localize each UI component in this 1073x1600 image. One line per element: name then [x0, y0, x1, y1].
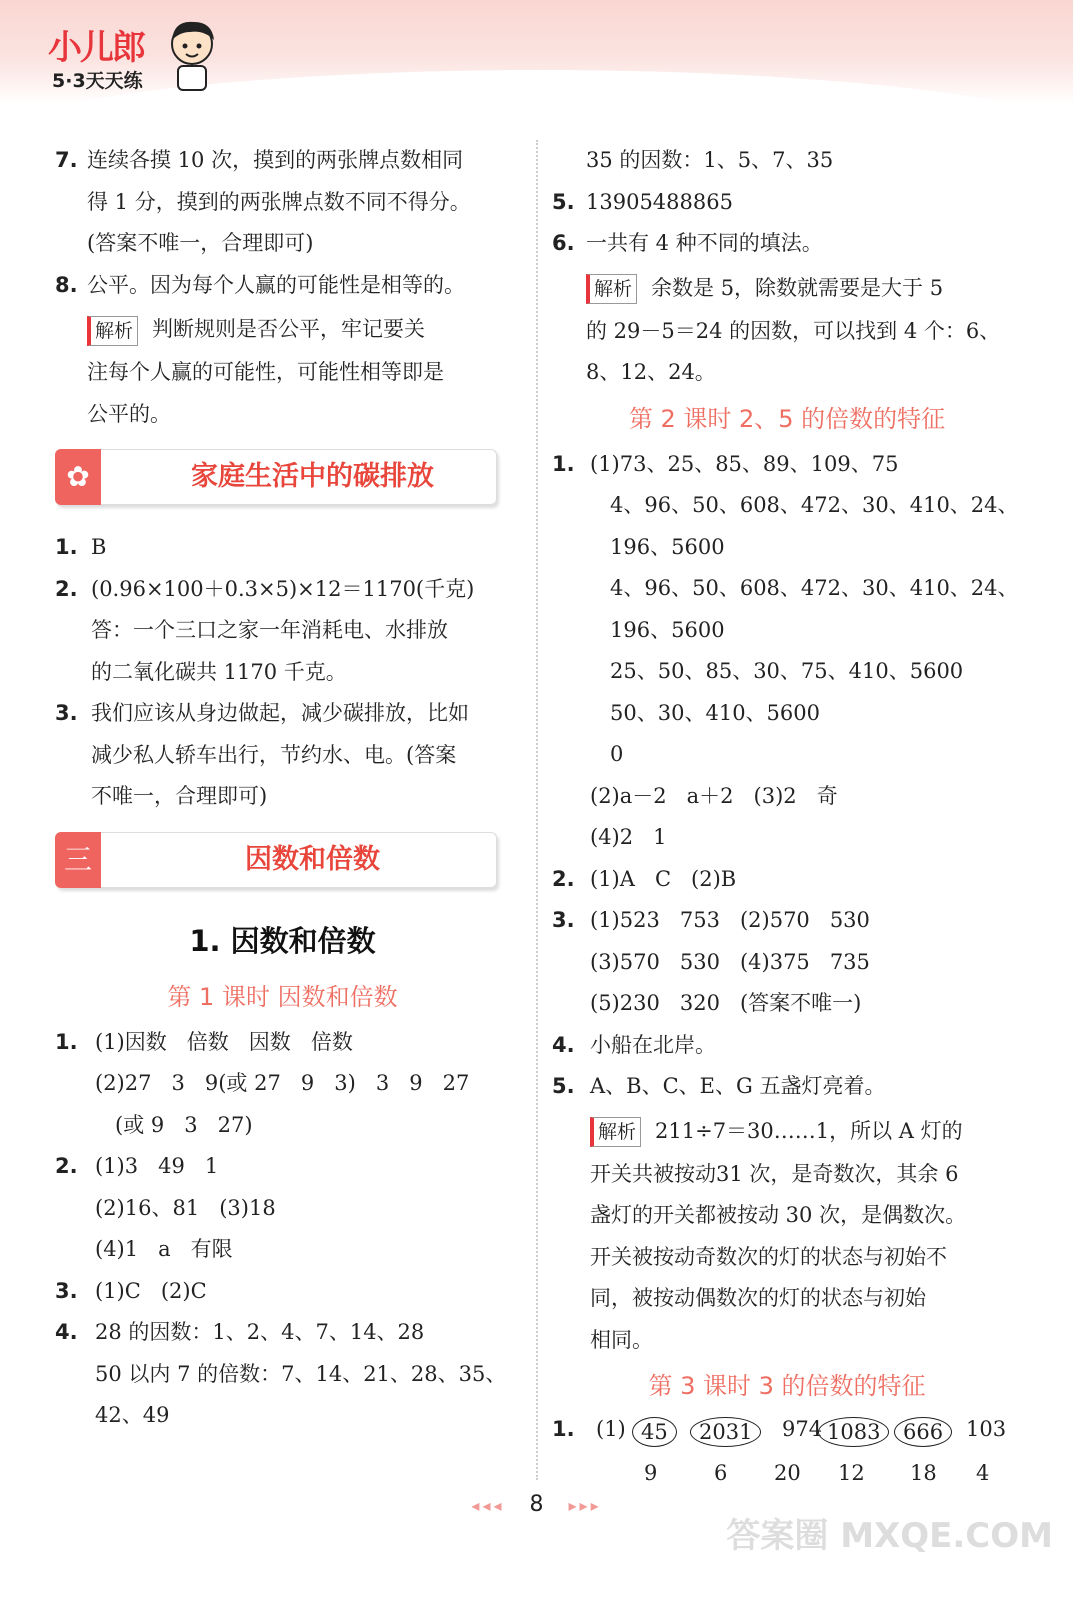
digit-sum-row: 9 6 20 12 18 4 [644, 1461, 990, 1485]
page-number: 8 [529, 1492, 544, 1517]
circled-number: 1083 [818, 1417, 889, 1447]
analysis-tag: 解析 [87, 316, 138, 346]
watermark: 答案圈 MXQE.COM [726, 1516, 1053, 1556]
number-row [632, 1417, 1022, 1451]
page-header [0, 0, 1073, 105]
carbon-answers: 1. B 2. (0.96×100＋0.3×5)×12＝1170(千克) 答：一个三口之家一年消耗电、水排放 的二氧化碳共 1170 千克。 3. 我们应该从身边做起，减少碳排放，比如 减少私人轿车出行，节约水、电。(答案 不唯一，合理即可) [55, 535, 475, 808]
left-column [55, 140, 510, 1437]
question-6: 6. 一共有 4 种不同的填法。 解析 余数是 5，除数就需要是大于 5 的 29－5＝24 的因数，可以找到 4 个：6、 8、12、24。 [552, 231, 1001, 384]
section-banner-carbon: ✿ 家庭生活中的碳排放 [55, 449, 510, 507]
mascot-icon [160, 14, 224, 94]
right-column [552, 140, 1022, 1501]
lesson-1-answers: 1. (1)因数 倍数 因数 倍数 (2)27 3 9(或 27 9 3) 3 9 27 (或 9 3 27) 2. (1)3 49 1 (2)16、81 (3)18 (4)1 a 有限 3. (1)C (2)C 4. 28 的因数：1、2、4、7、14、28 50 以内 7 的倍数：7、14、21、28、35、 42、49 [55, 1029, 507, 1427]
lesson-2-answers: 1. (1)73、25、85、89、109、75 4、96、50、608、472、30、410、24、 196、5600 4、96、50、608、472、30、410、24、 196、5600 25、50、85、30、75、410、5600 50、30、410、5600 0 (2)a－2 a＋2 (3)2 奇 (4)2 1 2. (1)A C (2)B 3. (1)523 753 (2)570 530 (3)570 530 (4)375 735 (5)230 320 (答案不唯一) 4. 小船在北岸。 5. A、B、C、E、G 五盏灯亮着。 解析 211÷7＝30……1，所以 A 灯的 开关共被按动31 次，是奇数次，其余 6 盏灯的开关都被按动 30 次，是偶数次。 开关被按动奇数次的灯的状态与初始不 同，被按动偶数次的灯的状态与初始 相同。 [552, 451, 1019, 1352]
brand-subtitle: 5·3天天练 [52, 70, 143, 92]
analysis-tag: 解析 [590, 1117, 641, 1147]
circled-number: 45 [632, 1417, 677, 1447]
question-5: 5. 13905488865 [552, 189, 733, 214]
number: 103 [966, 1417, 1007, 1441]
lesson-2-title: 第 2 课时 2、5 的倍数的特征 [628, 404, 946, 433]
section-title: 1. 因数和倍数 [189, 923, 376, 958]
continued-line: 35 的因数：1、5、7、35 [586, 148, 834, 172]
lesson-1-title: 第 1 课时 因数和倍数 [167, 982, 398, 1011]
circled-number: 666 [894, 1417, 952, 1447]
column-divider [536, 140, 538, 1480]
circled-number: 2031 [690, 1417, 761, 1447]
analysis-tag: 解析 [586, 274, 637, 304]
lesson-3-title: 第 3 课时 3 的倍数的特征 [648, 1372, 926, 1400]
left-arrows-icon: ◂◂◂ [471, 1496, 505, 1515]
lesson-3-answers: 1. (1) 45 2031 974 1083 666 103 9 6 20 12 18 4 [552, 1411, 1022, 1501]
number: 974 [782, 1417, 823, 1441]
question-7: 7. 连续各摸 10 次，摸到的两张牌点数相同 得 1 分，摸到的两张牌点数不同不得分。 (答案不唯一，合理即可) [55, 148, 471, 255]
right-arrows-icon: ▸▸▸ [568, 1496, 602, 1515]
brand-logo: 小儿郎 [48, 28, 144, 68]
flower-icon: ✿ [55, 449, 101, 505]
question-8: 8. 公平。因为每个人赢的可能性是相等的。 解析 判断规则是否公平，牢记要关 注每个人赢的可能性，可能性相等即是 公平的。 [55, 272, 465, 426]
section-banner-factors: 三 因数和倍数 [55, 832, 510, 890]
